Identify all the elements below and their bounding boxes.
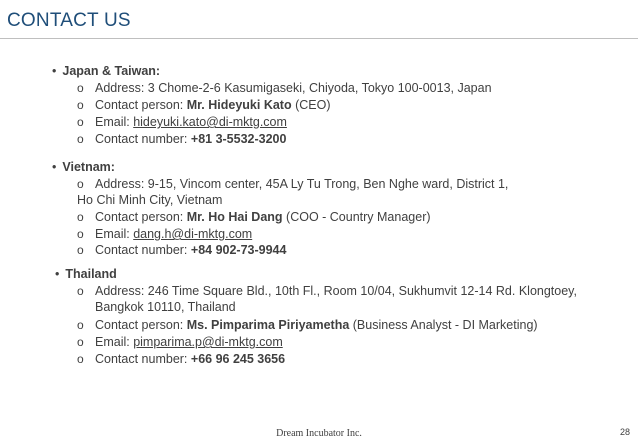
japan-phone [95, 132, 286, 146]
region-vietnam-heading [52, 160, 115, 174]
region-thailand-heading [55, 267, 117, 281]
sub-bullet-icon: o [77, 243, 84, 257]
label: Contact number: [95, 352, 191, 366]
email-link[interactable]: dang.h@di-mktg.com [133, 227, 253, 241]
contact-name: Ms. Pimparima Piriyametha [186, 318, 350, 332]
bullet-icon: • [52, 160, 57, 174]
japan-email [95, 115, 287, 129]
phone-number: +81 3-5532-3200 [190, 132, 287, 146]
region-japan-heading [52, 64, 160, 78]
label: Email: [95, 227, 134, 241]
sub-bullet-icon: o [77, 335, 84, 349]
vietnam-address-line-2: Ho Chi Minh City, Vietnam [77, 193, 223, 207]
label: Email: [95, 115, 134, 129]
sub-bullet-icon: o [77, 318, 84, 332]
contact-role: (COO - Country Manager) [282, 210, 431, 224]
thailand-address-line-2: Bangkok 10110, Thailand [95, 300, 236, 314]
contact-role: (Business Analyst - DI Marketing) [349, 318, 538, 332]
title-divider [0, 38, 638, 39]
sub-bullet-icon: o [77, 115, 84, 129]
email-link[interactable]: pimparima.p@di-mktg.com [133, 335, 283, 349]
bullet-icon: • [52, 64, 57, 78]
sub-bullet-icon: o [77, 227, 84, 241]
email-link[interactable]: hideyuki.kato@di-mktg.com [133, 115, 287, 129]
region-name: Thailand [65, 267, 117, 281]
label: Contact person: [95, 318, 187, 332]
sub-bullet-icon: o [77, 177, 84, 191]
contact-role: (CEO) [291, 98, 331, 112]
sub-bullet-icon: o [77, 98, 84, 112]
vietnam-contact-person [95, 210, 431, 224]
thailand-address-line-1: Address: 246 Time Square Bld., 10th Fl., Room 10/04, Sukhumvit 12-14 Rd. Klongtoey, [95, 284, 577, 298]
label: Email: [95, 335, 134, 349]
phone-number: +66 96 245 3656 [190, 352, 286, 366]
vietnam-phone [95, 243, 286, 257]
footer-company: Dream Incubator Inc. [276, 428, 362, 439]
vietnam-address-line-1: Address: 9-15, Vincom center, 45A Ly Tu Trong, Ben Nghe ward, District 1, [95, 177, 509, 191]
sub-bullet-icon: o [77, 284, 84, 298]
label: Contact number: [95, 132, 191, 146]
region-name: Vietnam: [62, 160, 115, 174]
japan-address: Address: 3 Chome-2-6 Kasumigaseki, Chiyoda, Tokyo 100-0013, Japan [95, 81, 492, 95]
sub-bullet-icon: o [77, 132, 84, 146]
bullet-icon: • [55, 267, 60, 281]
label: Contact number: [95, 243, 191, 257]
label: Contact person: [95, 98, 187, 112]
sub-bullet-icon: o [77, 352, 84, 366]
phone-number: +84 902-73-9944 [190, 243, 287, 257]
thailand-phone [95, 352, 285, 366]
sub-bullet-icon: o [77, 210, 84, 224]
region-name: Japan & Taiwan: [62, 64, 161, 78]
page-number: 28 [619, 427, 630, 437]
contact-name: Mr. Ho Hai Dang [186, 210, 283, 224]
page-title: CONTACT US [7, 10, 131, 31]
label: Contact person: [95, 210, 187, 224]
japan-contact-person [95, 98, 331, 112]
vietnam-email [95, 227, 252, 241]
sub-bullet-icon: o [77, 81, 84, 95]
thailand-contact-person [95, 318, 538, 332]
contact-name: Mr. Hideyuki Kato [186, 98, 292, 112]
thailand-email [95, 335, 283, 349]
